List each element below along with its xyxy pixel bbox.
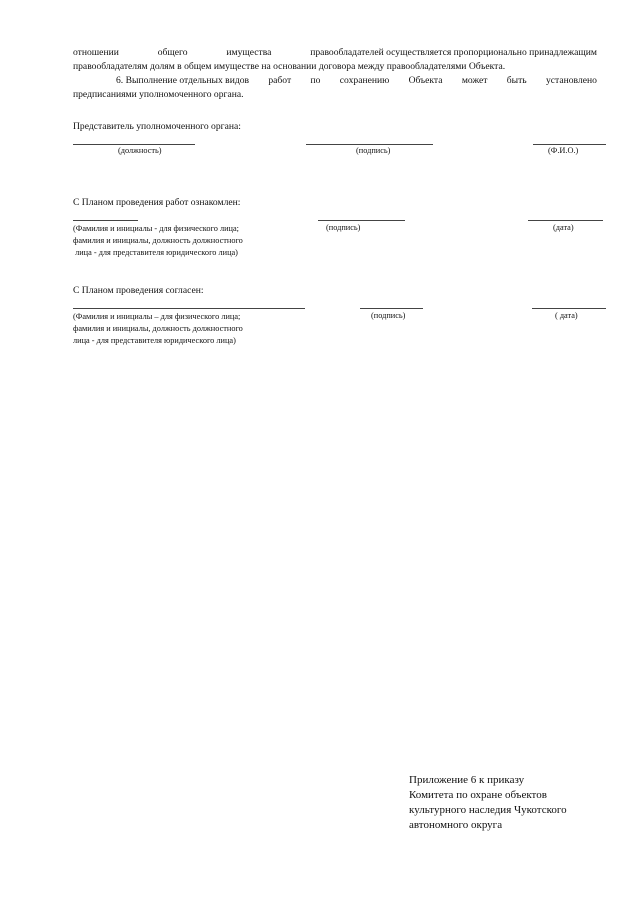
caption-line: (Фамилия и инициалы - для физического лица;: [73, 224, 239, 233]
paragraph-2-line-1: [116, 75, 597, 87]
word: правообладателей осуществляется пропорционально принадлежащим: [310, 47, 597, 58]
caption-position: (должность): [118, 146, 162, 155]
agreed-heading: С Планом проведения согласен:: [73, 285, 204, 296]
signature-line: [306, 144, 433, 145]
paragraph-2-line-2: предписаниями уполномоченного органа.: [73, 89, 244, 100]
caption-full-name: (Ф.И.О.): [548, 146, 579, 155]
acquainted-date-caption: (дата): [553, 223, 574, 232]
caption-line: фамилия и инициалы, должность должностного: [73, 324, 243, 333]
agreed-signature-line: [360, 308, 423, 309]
word: быть: [506, 75, 527, 86]
word: установлено: [546, 75, 597, 86]
caption-line: фамилия и инициалы, должность должностного: [73, 236, 243, 245]
agreed-name-caption: [73, 311, 243, 347]
agreed-date-caption: ( дата): [555, 311, 578, 320]
word: общего: [157, 47, 188, 58]
position-signature-line: [73, 144, 195, 145]
caption-line: лица - для представителя юридического лица): [73, 336, 236, 345]
agreed-date-line: [532, 308, 606, 309]
word: 6. Выполнение отдельных видов: [116, 75, 250, 86]
caption-line: (Фамилия и инициалы – для физического лица;: [73, 312, 241, 321]
appendix-line: культурного наследия Чукотского: [409, 804, 567, 816]
word: сохранению: [339, 75, 390, 86]
agreed-signature-caption: (подпись): [371, 311, 406, 320]
caption-line: лица - для представителя юридического лица): [73, 248, 238, 257]
word: может: [461, 75, 488, 86]
word: отношении: [73, 47, 119, 58]
word: работ: [268, 75, 292, 86]
caption-signature: (подпись): [356, 146, 391, 155]
word: Объекта: [408, 75, 443, 86]
representative-heading: Представитель уполномоченного органа:: [73, 121, 241, 132]
appendix-line: автономного округа: [409, 819, 503, 831]
word: по: [310, 75, 321, 86]
acquainted-heading: С Планом проведения работ ознакомлен:: [73, 197, 241, 208]
paragraph-1-line-1: [73, 47, 597, 59]
acquainted-name-line: [73, 220, 138, 221]
acquainted-date-line: [528, 220, 603, 221]
appendix-line: Комитета по охране объектов: [409, 789, 547, 801]
acquainted-signature-caption: (подпись): [326, 223, 361, 232]
paragraph-1-line-2: правообладателям долям в общем имуществе на основании договора между правообладателями Объекта.: [73, 61, 506, 72]
acquainted-signature-line: [318, 220, 405, 221]
appendix-line: Приложение 6 к приказу: [409, 774, 525, 786]
acquainted-name-caption: [73, 223, 243, 259]
word: имущества: [226, 47, 272, 58]
name-signature-line: [533, 144, 606, 145]
agreed-name-line: [73, 308, 305, 309]
appendix-note: [409, 773, 567, 833]
